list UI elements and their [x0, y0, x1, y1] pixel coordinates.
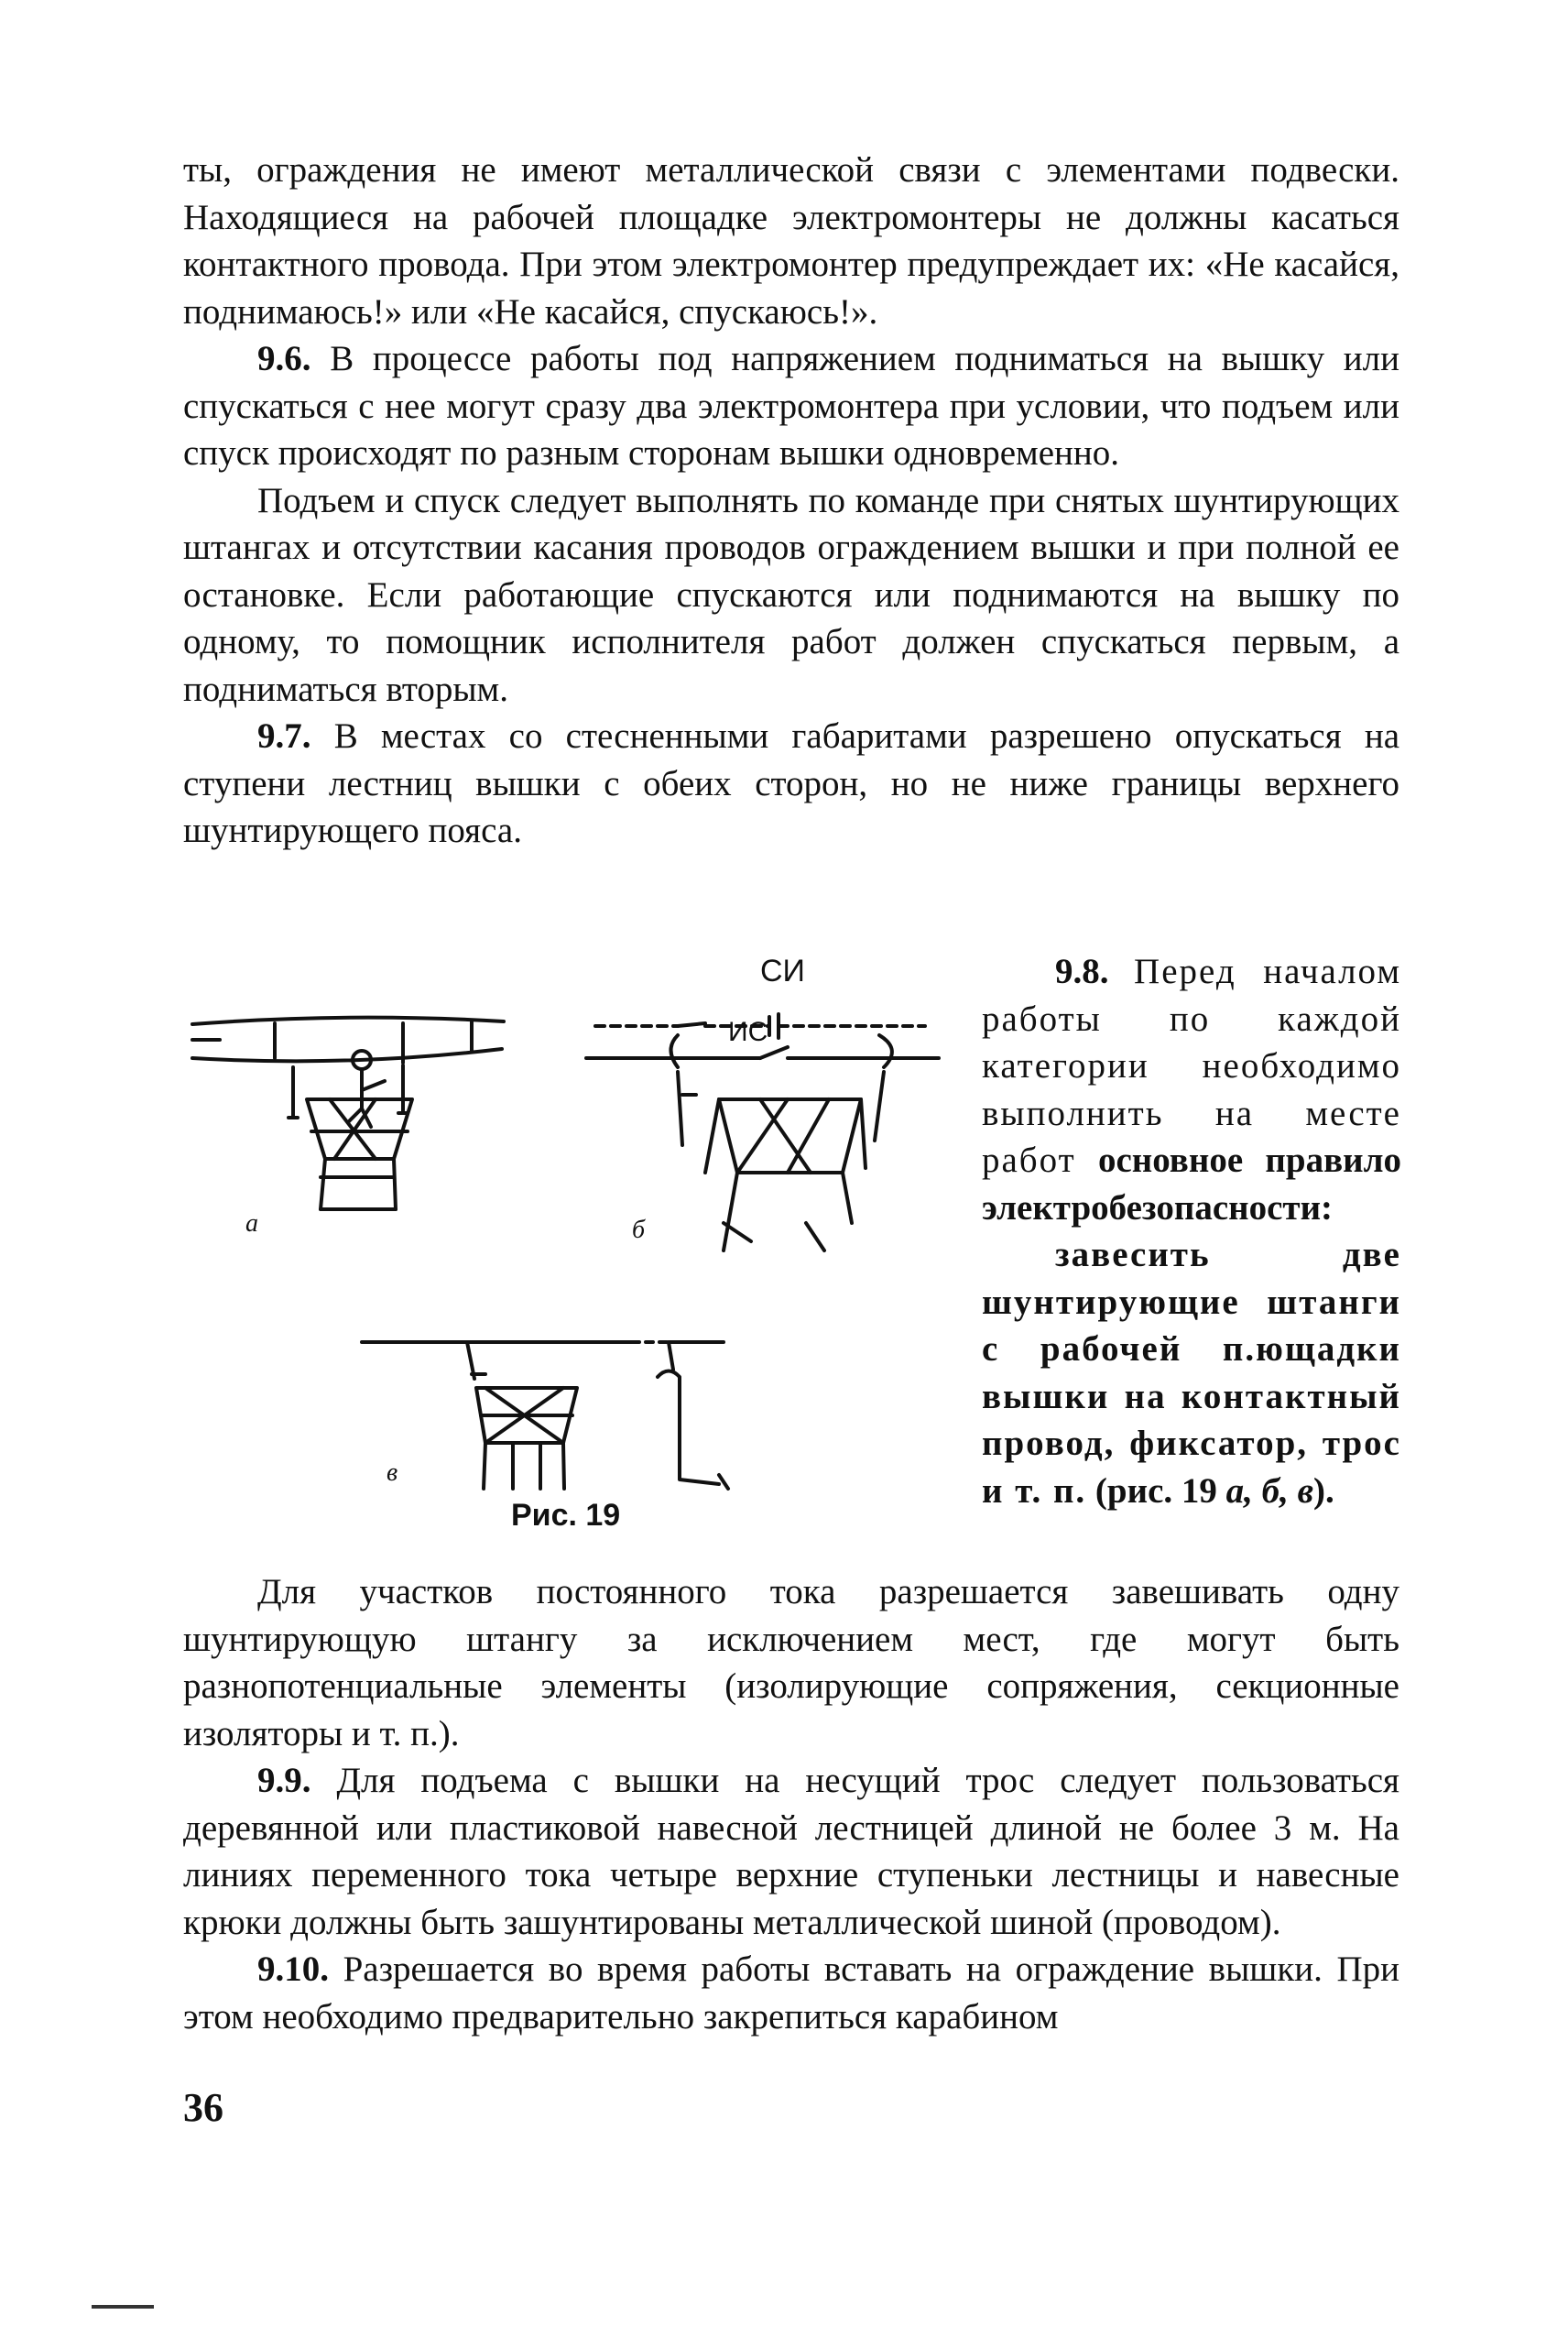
- footer-rule: [92, 2305, 154, 2309]
- paragraph-9-10-text: Разрешается во время работы вставать на ограждение вышки. При этом необходимо предварительно закрепиться карабином: [183, 1949, 1400, 2037]
- bottom-text-block: [183, 1568, 1399, 2040]
- section-number-9-6: 9.6.: [257, 339, 311, 378]
- figure-a-drawing: [192, 1018, 504, 1209]
- rule-ref-letters: а, б, в: [1225, 1470, 1314, 1511]
- paragraph-9-8-intro: Перед началом работы по каждой категории необходимо выполнить на месте работ: [982, 952, 1401, 1180]
- section-number-9-10: 9.10.: [257, 1949, 329, 1989]
- paragraph-9-7: [183, 713, 1399, 855]
- paragraph-9-8: [982, 948, 1401, 1231]
- paragraph-rule-body: [982, 1231, 1401, 1514]
- paragraph-9-6-text: В процессе работы под напряжением подниматься на вышку или спускаться с нее могут сразу два электромонтера при условии, что подъем или спуск происходят по разным сторонам вышки одновременно.: [183, 339, 1400, 473]
- rule-heading: основное правило электробезопасности:: [982, 1141, 1401, 1228]
- figure-label-a: а: [245, 1209, 258, 1238]
- section-number-9-8: 9.8.: [1055, 952, 1109, 991]
- paragraph-9-7-text: В местах со стесненными габаритами разрешено опускаться на ступени лестниц вышки с обеих сторон, но не ниже границы верхнего шунтирующего пояса.: [183, 716, 1400, 850]
- paragraph-ascent-descent: Подъем и спуск следует выполнять по команде при снятых шунтирующих штангах и отсутствии касания проводов ограждением вышки и при полной ее остановке. Если работающие спускаются или поднимаются на вышку по одному, то помощник исполнителя работ должен спускаться первым, а подниматься вторым.: [183, 480, 1399, 709]
- figure-label-si: СИ: [760, 954, 805, 988]
- top-text-block: [183, 147, 1399, 855]
- section-number-9-9: 9.9.: [257, 1761, 311, 1800]
- figure-label-is: ИС: [728, 1017, 768, 1047]
- figure-label-b: б: [632, 1216, 646, 1244]
- figure-caption: Рис. 19: [511, 1498, 621, 1533]
- paragraph-9-9-text: Для подъема с вышки на несущий трос следует пользоваться деревянной или пластиковой навесной лестницей длиной не более 3 м. На линиях переменного тока четыре верхние ступеньки лестницы и навесные крюки должны быть зашунтированы металлической шиной (проводом).: [183, 1761, 1399, 1942]
- section-number-9-7: 9.7.: [257, 716, 311, 756]
- rule-body: завесить две шунтирующие штанги с рабочей п.ющадки вышки на контактный провод, фиксатор, трос и т. п.: [982, 1235, 1401, 1511]
- paragraph-9-10: [183, 1946, 1399, 2040]
- figure-v-drawing: [362, 1342, 728, 1489]
- paragraph-dc-sections: Для участков постоянного тока разрешается завешивать одну шунтирующую штангу за исключением мест, где могут быть разнопотенциальные элементы (изолирующие сопряжения, секционные изоляторы и т. п.).: [183, 1572, 1399, 1753]
- rule-ref-close: ).: [1313, 1470, 1334, 1511]
- rule-ref-open: (рис. 19: [1094, 1470, 1217, 1511]
- paragraph-continuation: ты, ограждения не имеют металлической связи с элементами подвески. Находящиеся на рабочей площадке электромонтеры не должны касаться контактного провода. При этом электромонтер предупреждает их: «Не касайся, поднимаюсь!» или «Не касайся, спускаюсь!».: [183, 150, 1399, 332]
- side-text-9-8: [982, 948, 1401, 1514]
- figure-label-v: в: [387, 1458, 398, 1487]
- page-number: 36: [183, 2085, 223, 2130]
- paragraph-9-9: [183, 1757, 1399, 1946]
- paragraph-9-6: [183, 335, 1399, 477]
